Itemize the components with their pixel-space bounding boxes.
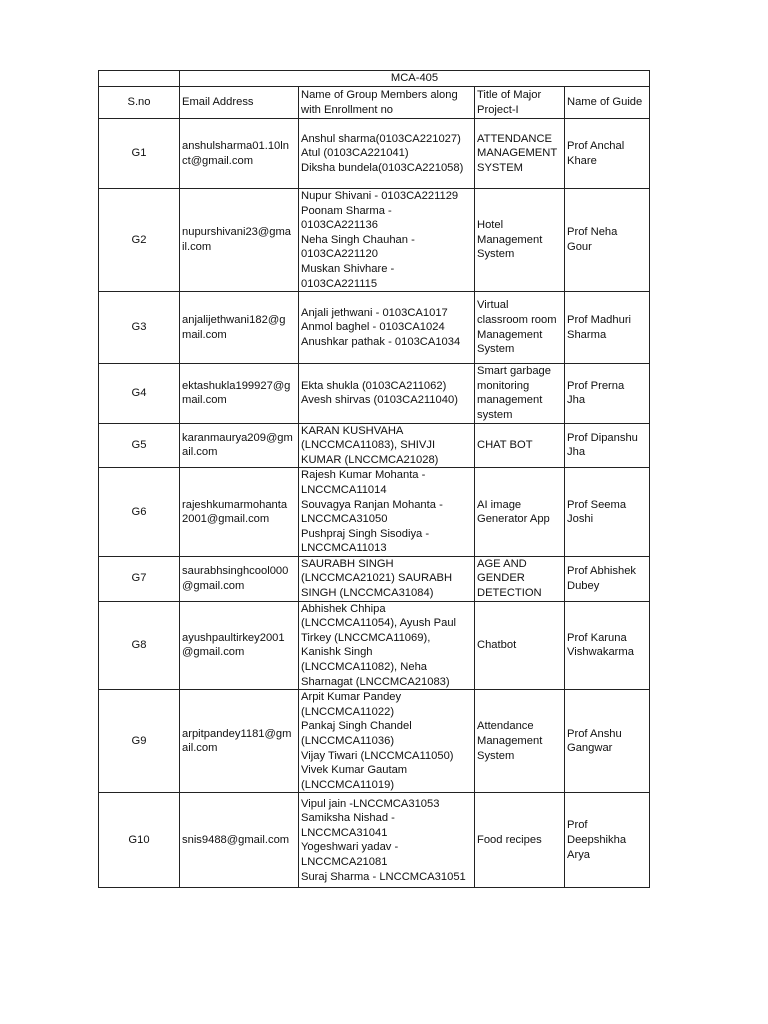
members-cell: [299, 292, 475, 364]
members-cell-line: Pushpraj Singh Sisodiya -: [301, 527, 430, 540]
table-row: [99, 690, 650, 793]
guide-cell-line: Arya: [567, 848, 591, 861]
members-cell-line: 0103CA221120: [301, 248, 378, 261]
guide-cell-line: Prof Anshu: [567, 727, 622, 740]
project-title-cell-line: SYSTEM: [477, 161, 524, 174]
table-row: [99, 292, 650, 364]
members-cell-line: Avesh shirvas (0103CA211040): [301, 394, 458, 407]
members-cell-line: Anshul sharma(0103CA221027): [301, 132, 461, 145]
email-cell-line: snis9488@gmail.com: [182, 834, 290, 847]
project-groups-table: [98, 70, 650, 888]
project-title-cell-line: Management: [477, 328, 543, 341]
project-title-cell-line: Smart garbage: [477, 365, 552, 378]
header-members: [299, 87, 475, 119]
members-cell-line: Diksha bundela(0103CA221058): [301, 161, 464, 174]
blank-cell: [99, 71, 180, 87]
project-title-cell: [475, 601, 565, 690]
table-row: [99, 601, 650, 690]
members-cell-line: KUMAR (LNCCMCA21028): [301, 453, 439, 466]
header-members-line: with Enrollment no: [301, 103, 394, 116]
header-email: Email Address: [180, 87, 299, 119]
project-title-cell-line: GENDER: [477, 572, 525, 585]
guide-cell: [565, 189, 650, 292]
guide-cell-line: Prof: [567, 819, 588, 832]
members-cell: [299, 601, 475, 690]
members-cell-line: Muskan Shivhare -: [301, 262, 395, 275]
project-title-cell-line: System: [477, 248, 515, 261]
email-cell-line: il.com: [182, 241, 212, 254]
group-id: G5: [99, 423, 180, 468]
guide-cell: [565, 690, 650, 793]
members-cell-line: SINGH (LNCCMCA31084): [301, 587, 434, 600]
email-cell-line: ektashukla199927@g: [182, 379, 291, 392]
table-row: [99, 423, 650, 468]
project-title-cell: [475, 556, 565, 601]
group-id: G10: [99, 793, 180, 888]
members-cell-line: KARAN KUSHVAHA: [301, 424, 404, 437]
email-cell: [180, 601, 299, 690]
guide-cell: [565, 292, 650, 364]
guide-cell: [565, 793, 650, 888]
guide-cell-line: Prof Prerna: [567, 379, 625, 392]
project-title-cell: [475, 423, 565, 468]
email-cell-line: nupurshivani23@gma: [182, 226, 292, 239]
project-title-cell: [475, 793, 565, 888]
email-cell: [180, 793, 299, 888]
project-title-cell-line: System: [477, 749, 515, 762]
header-members-line: Name of Group Members along: [301, 88, 458, 101]
members-cell-line: Neha Singh Chauhan -: [301, 233, 415, 246]
group-id: G8: [99, 601, 180, 690]
project-title-cell-line: classroom room: [477, 314, 557, 327]
project-title-cell-line: DETECTION: [477, 587, 542, 600]
project-title-cell-line: Management: [477, 233, 543, 246]
members-cell-line: 0103CA221115: [301, 277, 378, 290]
email-cell: [180, 119, 299, 189]
table-row: [99, 556, 650, 601]
email-cell-line: @gmail.com: [182, 579, 245, 592]
group-id: G6: [99, 468, 180, 557]
members-cell-line: Anushkar pathak - 0103CA1034: [301, 335, 461, 348]
header-row: [99, 87, 650, 119]
guide-cell-line: Jha: [567, 394, 586, 407]
email-cell-line: 2001@gmail.com: [182, 513, 270, 526]
members-cell-line: 0103CA221136: [301, 219, 378, 232]
group-id: G2: [99, 189, 180, 292]
table-row: [99, 189, 650, 292]
members-cell-line: Anjali jethwani - 0103CA1017: [301, 306, 448, 319]
group-id: G3: [99, 292, 180, 364]
guide-cell-line: Vishwakarma: [567, 646, 634, 659]
members-cell-line: (LNCCMCA11022): [301, 705, 395, 718]
project-title-cell-line: system: [477, 408, 513, 421]
members-cell: [299, 556, 475, 601]
members-cell-line: (LNCCMCA11083), SHIVJI: [301, 439, 436, 452]
guide-cell-line: Prof Abhishek: [567, 565, 637, 578]
members-cell-line: Kanishk Singh: [301, 646, 373, 659]
members-cell-line: Anmol baghel - 0103CA1024: [301, 321, 445, 334]
project-title-cell: [475, 468, 565, 557]
course-code: MCA-405: [180, 71, 650, 87]
guide-cell: [565, 423, 650, 468]
members-cell: [299, 468, 475, 557]
email-cell-line: mail.com: [182, 328, 227, 341]
email-cell-line: mail.com: [182, 394, 227, 407]
project-title-cell-line: Management: [477, 735, 543, 747]
header-title-line: Title of Major: [477, 88, 542, 101]
guide-cell: [565, 119, 650, 189]
email-cell: [180, 189, 299, 292]
project-title-cell: [475, 189, 565, 292]
guide-cell-line: Sharma: [567, 328, 607, 341]
members-cell-line: Sharnagat (LNCCMCA21083): [301, 675, 450, 688]
project-title-cell-line: Attendance: [477, 720, 534, 733]
project-title-cell-line: Generator App: [477, 513, 550, 526]
members-cell-line: LNCCMCA31041: [301, 826, 388, 839]
members-cell-line: Rajesh Kumar Mohanta -: [301, 469, 426, 482]
email-cell-line: ail.com: [182, 742, 218, 755]
email-cell: [180, 423, 299, 468]
header-title-line: Project-I: [477, 103, 519, 116]
table-row: [99, 364, 650, 423]
guide-cell-line: Jha: [567, 446, 586, 459]
project-title-cell-line: management: [477, 394, 543, 407]
members-cell-line: (LNCCMCA11036): [301, 735, 395, 747]
project-title-cell-line: Hotel: [477, 219, 504, 232]
members-cell-line: (LNCCMCA21021) SAURABH: [301, 572, 453, 585]
members-cell-line: Vipul jain -LNCCMCA31053: [301, 797, 440, 810]
guide-cell-line: Khare: [567, 154, 597, 167]
course-row: [99, 71, 650, 87]
project-title-cell-line: AI image: [477, 498, 522, 511]
email-cell: [180, 556, 299, 601]
project-title-cell-line: monitoring: [477, 379, 530, 392]
members-cell-line: (LNCCMCA11082), Neha: [301, 661, 428, 674]
members-cell-line: SAURABH SINGH: [301, 557, 394, 570]
email-cell-line: rajeshkumarmohanta: [182, 498, 288, 511]
members-cell-line: Suraj Sharma - LNCCMCA31051: [301, 870, 466, 883]
members-cell-line: (LNCCMCA11054), Ayush Paul: [301, 617, 457, 630]
email-cell: [180, 364, 299, 423]
guide-cell: [565, 364, 650, 423]
members-cell-line: Yogeshwari yadav -: [301, 841, 399, 854]
project-title-cell-line: AGE AND: [477, 557, 527, 570]
members-cell: [299, 690, 475, 793]
group-id: G1: [99, 119, 180, 189]
guide-cell-line: Gour: [567, 241, 592, 254]
members-cell-line: Ekta shukla (0103CA211062): [301, 379, 447, 392]
members-cell-line: Arpit Kumar Pandey: [301, 691, 402, 704]
members-cell-line: Abhishek Chhipa: [301, 602, 386, 615]
project-title-cell: [475, 292, 565, 364]
guide-cell-line: Prof Seema: [567, 498, 627, 511]
project-title-cell: [475, 119, 565, 189]
guide-cell-line: Dubey: [567, 579, 600, 592]
members-cell-line: Vivek Kumar Gautam: [301, 764, 408, 777]
project-title-cell-line: Chatbot: [477, 639, 517, 652]
guide-cell: [565, 468, 650, 557]
project-title-cell-line: ATTENDANCE: [477, 132, 553, 145]
project-title-cell-line: CHAT BOT: [477, 439, 533, 452]
email-cell: [180, 690, 299, 793]
guide-cell-line: Gangwar: [567, 742, 613, 755]
email-cell-line: ail.com: [182, 446, 218, 459]
group-id: G7: [99, 556, 180, 601]
members-cell-line: Vijay Tiwari (LNCCMCA11050): [301, 749, 454, 762]
header-guide: Name of Guide: [565, 87, 650, 119]
guide-cell-line: Joshi: [567, 513, 594, 526]
project-title-cell-line: MANAGEMENT: [477, 147, 558, 160]
members-cell-line: Atul (0103CA221041): [301, 147, 409, 160]
guide-cell-line: Deepshikha: [567, 834, 627, 847]
members-cell: [299, 793, 475, 888]
members-cell-line: LNCCMCA11013: [301, 542, 387, 555]
email-cell-line: saurabhsinghcool000: [182, 565, 289, 578]
guide-cell-line: Prof Anchal: [567, 139, 625, 152]
email-cell: [180, 292, 299, 364]
members-cell: [299, 364, 475, 423]
members-cell-line: (LNCCMCA11019): [301, 778, 395, 791]
guide-cell-line: Prof Neha: [567, 226, 618, 239]
guide-cell-line: Prof Madhuri: [567, 314, 632, 327]
members-cell-line: Tirkey (LNCCMCA11069),: [301, 631, 431, 644]
project-title-cell: [475, 690, 565, 793]
table-row: [99, 468, 650, 557]
members-cell-line: Pankaj Singh Chandel: [301, 720, 412, 733]
members-cell-line: Nupur Shivani - 0103CA221129: [301, 190, 459, 202]
email-cell-line: arpitpandey1181@gm: [182, 727, 292, 740]
header-sno: S.no: [99, 87, 180, 119]
guide-cell-line: Prof Karuna: [567, 631, 627, 644]
group-id: G4: [99, 364, 180, 423]
members-cell-line: LNCCMCA11014: [301, 483, 387, 496]
members-cell-line: Souvagya Ranjan Mohanta -: [301, 498, 443, 511]
header-title: [475, 87, 565, 119]
members-cell-line: LNCCMCA31050: [301, 513, 388, 526]
email-cell-line: anshulsharma01.10ln: [182, 139, 289, 152]
table-row: [99, 119, 650, 189]
project-title-cell: [475, 364, 565, 423]
members-cell-line: Poonam Sharma -: [301, 204, 392, 217]
table-row: [99, 793, 650, 888]
project-title-cell-line: Virtual: [477, 299, 509, 312]
group-id: G9: [99, 690, 180, 793]
guide-cell: [565, 556, 650, 601]
project-title-cell-line: System: [477, 343, 515, 356]
guide-cell-line: Prof Dipanshu: [567, 431, 638, 444]
email-cell-line: anjalijethwani182@g: [182, 314, 286, 327]
email-cell-line: karanmaurya209@gm: [182, 431, 293, 444]
members-cell-line: Samiksha Nishad -: [301, 812, 395, 825]
members-cell: [299, 423, 475, 468]
email-cell-line: ct@gmail.com: [182, 154, 254, 167]
email-cell-line: @gmail.com: [182, 646, 245, 659]
guide-cell: [565, 601, 650, 690]
members-cell-line: LNCCMCA21081: [301, 855, 388, 868]
members-cell: [299, 119, 475, 189]
members-cell: [299, 189, 475, 292]
email-cell: [180, 468, 299, 557]
email-cell-line: ayushpaultirkey2001: [182, 631, 285, 644]
project-title-cell-line: Food recipes: [477, 834, 542, 847]
